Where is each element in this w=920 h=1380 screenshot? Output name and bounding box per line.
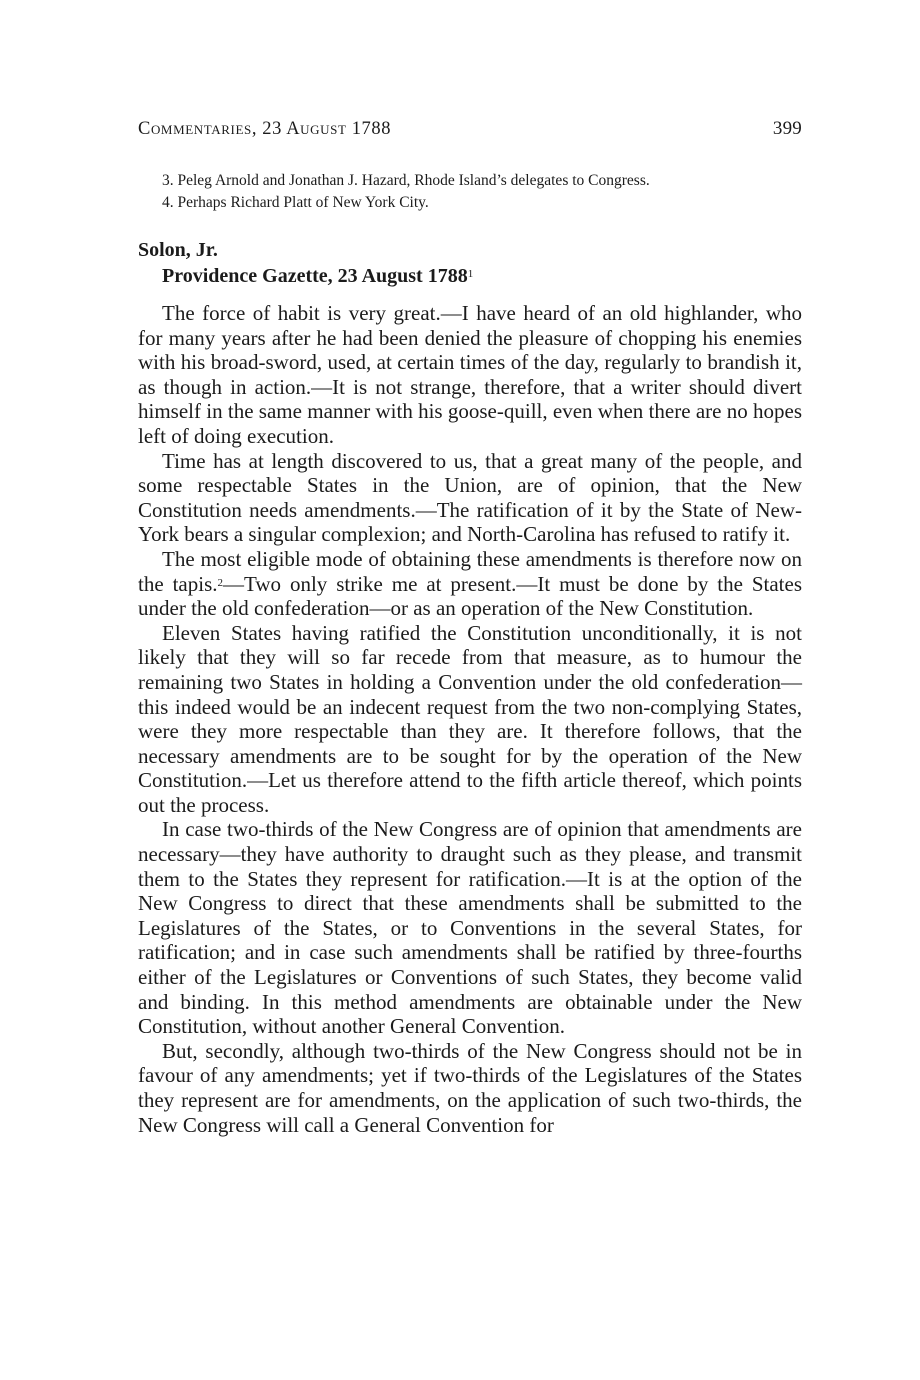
paragraph-6: But, secondly, although two-thirds of the New Congress should not be in favour of any amendments; yet if two-thirds of the Legislatures of the States they represent are for amendments, on the application of such two-thirds, the New Congress will call a General Convention for [138, 1038, 802, 1137]
endnotes [138, 170, 802, 214]
article-source [138, 263, 802, 289]
running-head-title: Commentaries, 23 August 1788 [138, 119, 392, 139]
footnote-ref-1: 1 [467, 268, 474, 280]
paragraph-3-text-b: —Two only strike me at present.—It must be done by the States under the old confederation—or as an operation of the New Constitution. [138, 571, 802, 621]
running-head [138, 118, 802, 148]
article-heading [138, 237, 802, 289]
paragraph-3 [138, 547, 802, 621]
paragraph-1: The force of habit is very great.—I have heard of an old highlander, who for many years after he had been denied the pleasure of chopping his enemies with his broad-sword, used, at certain times of the day, regularly to brandish it, as though in action.—It is not strange, therefore, that a writer should divert himself in the same manner with his goose-quill, even when there are no hopes left of doing execution. [138, 301, 802, 448]
paragraph-3-text-a: The most eligible mode of obtaining these amendments is therefore now on the tapis. [138, 546, 802, 596]
page-number: 399 [772, 118, 802, 139]
endnote-4: 4. Perhaps Richard Platt of New York City. [162, 194, 429, 211]
article-author: Solon, Jr. [138, 239, 218, 261]
endnote-3: 3. Peleg Arnold and Jonathan J. Hazard, Rhode Island’s delegates to Congress. [162, 172, 650, 189]
paragraph-4: Eleven States having ratified the Constitution unconditionally, it is not likely that they will so far recede from that measure, as to humour the remaining two States in holding a Convention under the old confederation—this indeed would be an indecent request from the two non-complying States, were they more respectable than they are. It therefore follows, that the necessary amendments are to be sought for by the operation of the New Constitution.—Let us therefore attend to the fifth article thereof, which points out the process. [138, 620, 802, 817]
article-body [138, 301, 802, 1137]
footnote-ref-2: 2 [217, 576, 223, 589]
paragraph-2: Time has at length discovered to us, that a great many of the people, and some respectable States in the Union, are of opinion, that the New Constitution needs amendments.—The ratification of it by the State of New-York bears a singular complexion; and North-Carolina has refused to ratify it. [138, 448, 802, 547]
document-page [138, 118, 802, 1137]
paragraph-5: In case two-thirds of the New Congress are of opinion that amendments are necessary—they have authority to draught such as they please, and transmit them to the States they represent for ratification.—It is at the option of the New Congress to direct that these amendments shall be submitted to the Legislatures of the States, or to Conventions in the several States, for ratification; and in case such amendments shall be ratified by three-fourths either of the Legislatures or Conventions of such States, they become valid and binding. In this method amendments are obtainable under the New Constitution, without another General Convention. [138, 817, 802, 1039]
article-source-text: Providence Gazette, 23 August 1788 [162, 265, 468, 287]
